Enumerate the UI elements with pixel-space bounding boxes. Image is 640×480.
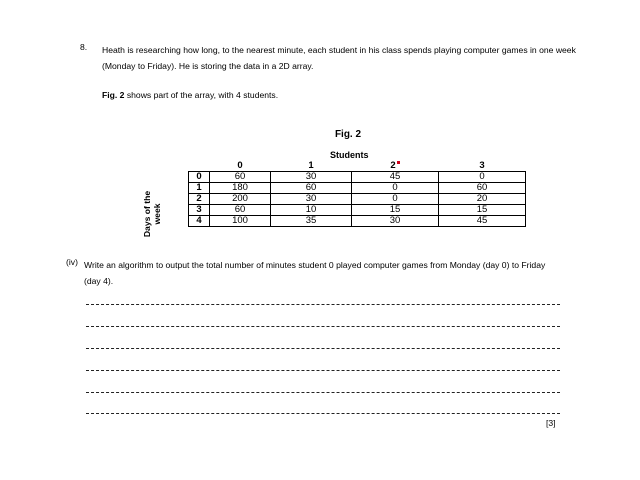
table-cell: 15 [439,205,526,216]
table-row [189,183,526,194]
column-header: 3 [439,161,526,172]
figure-reference [102,90,278,100]
table-corner [189,161,210,172]
answer-line[interactable] [86,413,560,414]
figure-reference-bold: Fig. 2 [102,90,125,100]
subquestion-text: Write an algorithm to output the total number of minutes student 0 played computer games from Monday (day 0) to Friday (day 4). [84,260,546,286]
answer-line[interactable] [86,370,560,371]
column-header-label: 2 [390,160,396,171]
table-cell: 10 [271,205,352,216]
marks-indicator: [3] [546,418,556,428]
table-cell: 180 [210,183,271,194]
table-cell: 200 [210,194,271,205]
table-row [189,194,526,205]
table-row [189,216,526,227]
rows-axis-label: Days of the week [142,190,162,238]
data-array-table [188,161,526,227]
question-number: 8. [80,42,88,52]
answer-line[interactable] [86,348,560,349]
column-header [352,161,439,172]
table-cell: 20 [439,194,526,205]
red-marker-dot [397,161,400,164]
figure-title: Fig. 2 [334,129,362,140]
table-cell: 45 [352,172,439,183]
table-row [189,205,526,216]
column-header: 0 [210,161,271,172]
answer-line[interactable] [86,304,560,305]
table-header-row [189,161,526,172]
table-cell: 60 [439,183,526,194]
row-header: 4 [189,216,210,227]
answer-line[interactable] [86,326,560,327]
table-row [189,172,526,183]
figure-reference-rest: shows part of the array, with 4 students. [124,90,279,100]
table-cell: 30 [271,194,352,205]
subquestion-number: (iv) [66,257,78,267]
table-cell: 30 [271,172,352,183]
table-cell: 35 [271,216,352,227]
row-header: 3 [189,205,210,216]
table-cell: 100 [210,216,271,227]
question-text: Heath is researching how long, to the nearest minute, each student in his class spends playing computer games in one week (Monday to Friday). He is storing the data in a 2D array. [102,45,576,71]
table-cell: 0 [352,194,439,205]
table-cell: 60 [271,183,352,194]
row-header: 1 [189,183,210,194]
row-header: 2 [189,194,210,205]
table-cell: 0 [439,172,526,183]
table-cell: 60 [210,172,271,183]
table-cell: 30 [352,216,439,227]
columns-axis-label: Students [330,150,369,160]
table-cell: 60 [210,205,271,216]
table-cell: 45 [439,216,526,227]
table-cell: 15 [352,205,439,216]
column-header: 1 [271,161,352,172]
answer-line[interactable] [86,392,560,393]
row-header: 0 [189,172,210,183]
table-cell: 0 [352,183,439,194]
